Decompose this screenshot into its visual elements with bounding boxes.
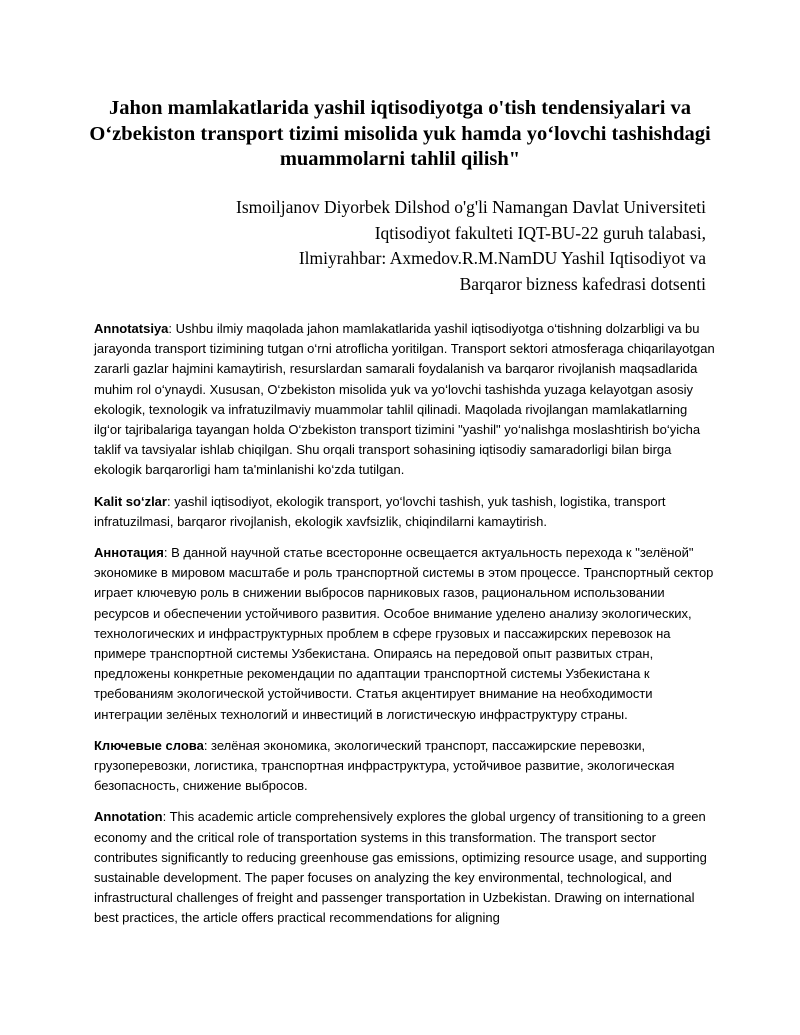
abstract-ru-label: Аннотация — [94, 545, 164, 561]
abstract-uz-text: : Ushbu ilmiy maqolada jahon mamlakatlarida yashil iqtisodiyotga o‘tishning dolzarbligi va bu jarayonda transport tizimining tutgan o‘rni atroflicha yoritilgan. Transport sektori atmosferaga chiqarilayotgan zararli gazlar hajmini kamaytirish, resurslardan samarali foydalanish va barqaror rivojlanish maqsadlarida muhim rol o‘ynaydi. Xususan, O‘zbekiston misolida yuk va yo‘lovchi tashishda yuzaga kelayotgan asosiy ekologik, texnologik va infratuzilmaviy muammolar tahlil qilinadi. Maqolada rivojlangan mamlakatlarning ilg‘or tajribalariga tayangan holda O‘zbekiston transport tizimini "yashil" yo‘nalishga moslashtirish bo‘yicha taklif va tavsiyalar ishlab chiqilgan. Shu orqali transport sohasining iqtisodiy samaradorligi bilan birga ekologik barqarorligi ham ta'minlanishi ko‘zda tutilgan. — [94, 321, 715, 478]
keywords-ru-label: Ключевые слова — [94, 737, 204, 753]
abstract-uz — [94, 319, 716, 481]
keywords-ru — [94, 736, 716, 797]
keywords-uz — [94, 492, 716, 532]
author-line: Ismoiljanov Diyorbek Dilshod o'g'li Namangan Davlat Universiteti — [236, 197, 706, 217]
abstract-uz-label: Annotatsiya — [94, 321, 169, 336]
supervisor-department-line: Barqaror bizness kafedrasi dotsenti — [459, 273, 706, 294]
keywords-uz-text: : yashil iqtisodiyot, ekologik transport, yo‘lovchi tashish, yuk tashish, logistika, transport infratuzilmasi, barqaror rivojlanish, ekologik xavfsizlik, chiqindilarni kamaytirish. — [94, 493, 666, 529]
paper-title: Jahon mamlakatlarida yashil iqtisodiyotga o'tish tendensiyalari va O‘zbekiston transport tizimi misolida yuk hamda yo‘lovchi tashishdagi muammolarni tahlil qilish" — [89, 97, 711, 170]
abstract-en-label: Annotation — [94, 809, 163, 825]
paper-body — [94, 319, 716, 940]
abstract-en-text: : This academic article comprehensively explores the global urgency of transitioning to a green economy and the critical role of transportation systems in this transformation. The transport sector contributes significantly to reducing greenhouse gas emissions, optimizing resource usage, and supporting sustainable development. The paper focuses on analyzing the key environmental, technological, and infrastructural challenges of freight and passenger transportation in Uzbekistan. Drawing on international best practices, the article offers practical recommendations for aligning — [94, 809, 707, 926]
abstract-ru-text: : В данной научной статье всесторонне освещается актуальность перехода к "зелёной" экономике в мировом масштабе и роль транспортной системы в этом процессе. Транспортный сектор играет ключевую роль в снижении выбросов парниковых газов, рациональном использовании ресурсов и обеспечении устойчивого развития. Особое внимание уделено анализу экологических, технологических и инфраструктурных проблем в сфере грузовых и пассажирских перевозок на примере транспортной системы Узбекистана. Опираясь на передовой опыт развитых стран, предложены конкретные рекомендации по адаптации транспортной системы Узбекистана к требованиям экологической устойчивости. Статья акцентирует внимание на необходимости интеграции зелёных технологий и инвестиций в логистическую инфраструктуру страны. — [94, 545, 714, 722]
keywords-uz-label: Kalit so‘zlar — [94, 493, 167, 509]
abstract-ru — [94, 543, 716, 725]
author-affiliation-line: Iqtisodiyot fakulteti IQT-BU-22 guruh talabasi, — [374, 222, 706, 243]
author-block — [106, 195, 706, 297]
supervisor-line: Ilmiyrahbar: Axmedov.R.M.NamDU Yashil Iqtisodiyot va — [298, 248, 706, 268]
abstract-en — [94, 807, 716, 928]
keywords-ru-text: : зелёная экономика, экологический транспорт, пассажирские перевозки, грузоперевозки, логистика, транспортная инфраструктура, устойчивое развитие, экологическая безопасность, снижение выбросов. — [94, 737, 675, 794]
